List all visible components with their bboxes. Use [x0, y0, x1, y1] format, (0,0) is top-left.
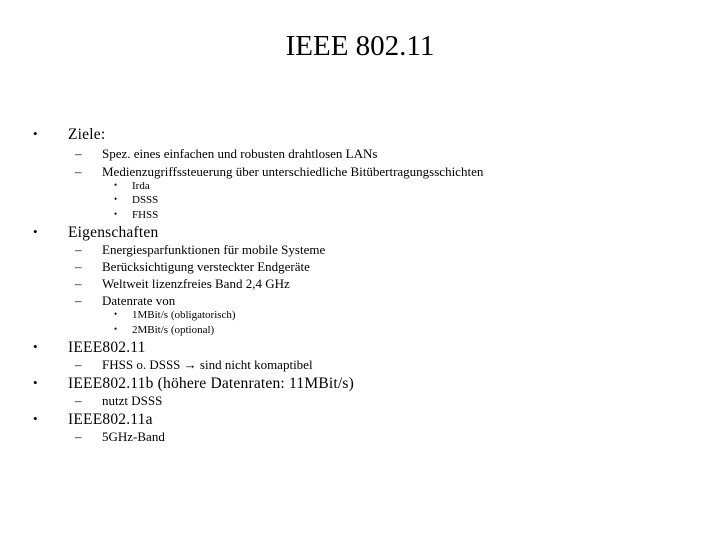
- sub-sub-item-text: Irda: [132, 180, 150, 192]
- bullet-heading: Ziele:: [68, 126, 106, 143]
- dash-marker: –: [75, 242, 82, 257]
- bullet-marker: •: [33, 375, 38, 390]
- small-bullet-marker: •: [114, 309, 118, 319]
- bullet-heading: Eigenschaften: [68, 224, 159, 241]
- bullet-heading: IEEE802.11a: [68, 411, 153, 428]
- sub-item-text: nutzt DSSS: [102, 393, 163, 408]
- slide-title: IEEE 802.11: [285, 30, 435, 62]
- dash-marker: –: [75, 393, 82, 408]
- dash-marker: –: [75, 357, 82, 372]
- sub-item-text: Weltweit lizenzfreies Band 2,4 GHz: [102, 276, 290, 291]
- dash-marker: –: [75, 293, 82, 308]
- sub-item-text: FHSS o. DSSS → sind nicht komaptibel: [102, 357, 313, 372]
- bullet-marker: •: [33, 224, 38, 239]
- sub-item-text: Berücksichtigung versteckter Endgeräte: [102, 259, 310, 274]
- small-bullet-marker: •: [114, 180, 118, 190]
- small-bullet-marker: •: [114, 209, 118, 219]
- bullet-heading: IEEE802.11b (höhere Datenraten: 11MBit/s): [68, 375, 354, 392]
- dash-marker: –: [75, 164, 82, 179]
- sub-sub-item-text: FHSS: [132, 209, 159, 221]
- bullet-heading: IEEE802.11: [68, 339, 146, 356]
- bullet-marker: •: [33, 411, 38, 426]
- bullet-marker: •: [33, 339, 38, 354]
- bullet-marker: •: [33, 126, 38, 141]
- small-bullet-marker: •: [114, 324, 118, 334]
- small-bullet-marker: •: [114, 194, 118, 204]
- sub-sub-item-text: 1MBit/s (obligatorisch): [132, 309, 236, 321]
- dash-marker: –: [75, 429, 82, 444]
- sub-item-text: Datenrate von: [102, 293, 176, 308]
- dash-marker: –: [75, 276, 82, 291]
- sub-item-text: 5GHz-Band: [102, 429, 165, 444]
- sub-sub-item-text: 2MBit/s (optional): [132, 324, 215, 336]
- sub-sub-item-text: DSSS: [132, 194, 159, 206]
- sub-item-text: Spez. eines einfachen und robusten drahtlosen LANs: [102, 146, 378, 161]
- dash-marker: –: [75, 259, 82, 274]
- sub-item-text: Medienzugriffssteuerung über unterschiedliche Bitübertragungsschichten: [102, 164, 484, 179]
- dash-marker: –: [75, 146, 82, 161]
- sub-item-text: Energiesparfunktionen für mobile Systeme: [102, 242, 326, 257]
